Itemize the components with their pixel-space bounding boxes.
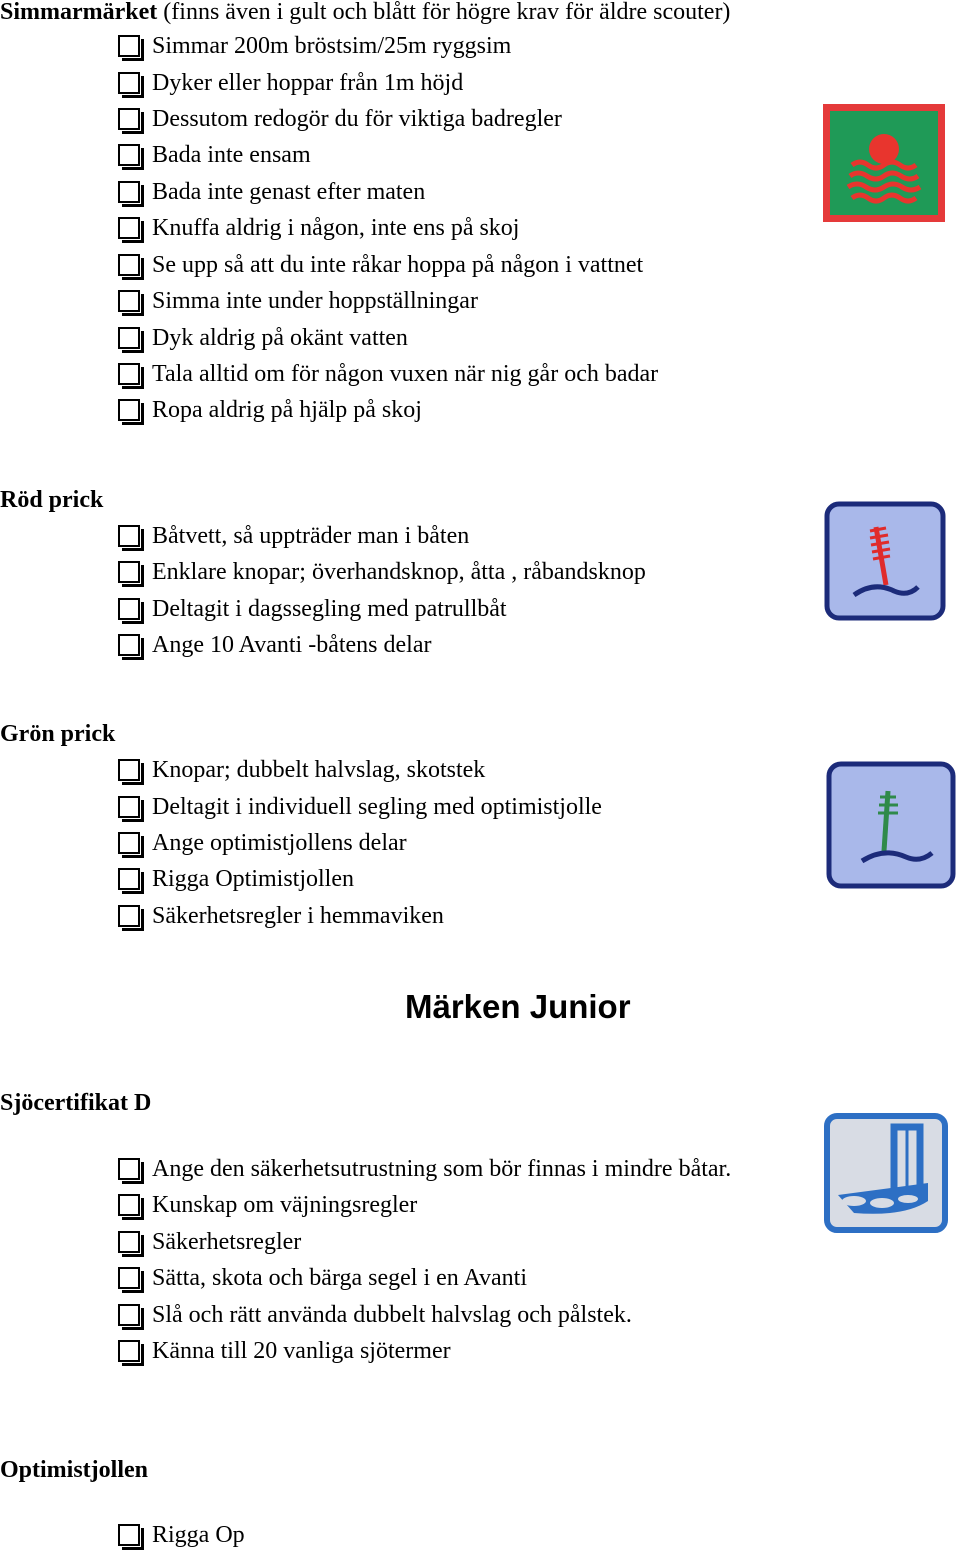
checklist-item[interactable] xyxy=(118,594,507,624)
checkbox-icon[interactable] xyxy=(118,868,140,890)
checkbox-icon[interactable] xyxy=(118,1304,140,1326)
checklist-item[interactable] xyxy=(118,140,311,170)
item-text: Tala alltid om för någon vuxen när nig går och badar xyxy=(152,360,659,387)
checkbox-icon[interactable] xyxy=(118,399,140,421)
checkbox-icon[interactable] xyxy=(118,181,140,203)
heading-bold: Röd prick xyxy=(0,487,104,513)
item-text: Känna till 20 vanliga sjötermer xyxy=(152,1337,451,1364)
checklist-item[interactable] xyxy=(118,395,422,425)
item-text: Bada inte genast efter maten xyxy=(152,178,426,205)
checklist-item[interactable] xyxy=(118,1300,632,1330)
checkbox-icon[interactable] xyxy=(118,598,140,620)
checkbox-icon[interactable] xyxy=(118,1340,140,1362)
red-boat-badge-icon xyxy=(824,501,946,621)
checkbox-icon[interactable] xyxy=(118,1267,140,1289)
green-boat-badge-icon xyxy=(826,761,956,889)
item-text: Knopar; dubbelt halvslag, skotstek xyxy=(152,756,486,783)
checkbox-icon[interactable] xyxy=(118,108,140,130)
checkbox-icon[interactable] xyxy=(118,217,140,239)
checklist-item[interactable] xyxy=(118,1190,417,1220)
checklist-item[interactable] xyxy=(118,755,485,785)
item-text: Rigga Op xyxy=(152,1521,245,1548)
checkbox-icon[interactable] xyxy=(118,634,140,656)
item-text: Båtvett, så uppträder man i båten xyxy=(152,522,470,549)
heading-bold: Grön prick xyxy=(0,721,116,747)
checklist-item[interactable] xyxy=(118,323,408,353)
item-text: Säkerhetsregler i hemmaviken xyxy=(152,902,444,929)
section-heading-rod-prick xyxy=(0,486,103,514)
checklist-item[interactable] xyxy=(118,31,511,61)
certificate-badge-icon xyxy=(824,1113,948,1233)
checkbox-icon[interactable] xyxy=(118,290,140,312)
checklist-item[interactable] xyxy=(118,901,444,931)
checklist-item[interactable] xyxy=(118,1263,527,1293)
checklist-item[interactable] xyxy=(118,213,519,243)
item-text: Ange optimistjollens delar xyxy=(152,829,407,856)
swim-badge-icon xyxy=(822,103,946,223)
checklist-item[interactable] xyxy=(118,864,354,894)
checklist-item[interactable] xyxy=(118,359,658,389)
checklist-item[interactable] xyxy=(118,1336,451,1366)
item-text: Dyk aldrig på okänt vatten xyxy=(152,324,408,351)
checklist-item[interactable] xyxy=(118,1227,301,1257)
checklist-item[interactable] xyxy=(118,68,463,98)
item-text: Simma inte under hoppställningar xyxy=(152,287,478,314)
checkbox-icon[interactable] xyxy=(118,759,140,781)
checklist-item[interactable] xyxy=(118,792,602,822)
item-text: Se upp så att du inte råkar hoppa på någon i vattnet xyxy=(152,251,644,278)
item-text: Enklare knopar; överhandsknop, åtta , råbandsknop xyxy=(152,558,646,585)
section-heading-sjocertifikat xyxy=(0,1089,151,1117)
item-text: Deltagit i individuell segling med optimistjolle xyxy=(152,793,602,820)
section-heading-gron-prick xyxy=(0,720,115,748)
checkbox-icon[interactable] xyxy=(118,1158,140,1180)
checklist-item[interactable] xyxy=(118,177,425,207)
item-text: Dessutom redogör du för viktiga badregler xyxy=(152,105,562,132)
checklist-item[interactable] xyxy=(118,286,478,316)
section-heading-simmarmarket xyxy=(0,0,730,26)
heading-bold: Optimistjollen xyxy=(0,1457,148,1483)
item-text: Deltagit i dagssegling med patrullbåt xyxy=(152,595,507,622)
item-text: Ange den säkerhetsutrustning som bör finnas i mindre båtar. xyxy=(152,1155,732,1182)
item-text: Ange 10 Avanti -båtens delar xyxy=(152,631,432,658)
heading-rest: (finns även i gult och blått för högre krav för äldre scouter) xyxy=(157,0,731,25)
checkbox-icon[interactable] xyxy=(118,254,140,276)
checkbox-icon[interactable] xyxy=(118,35,140,57)
checkbox-icon[interactable] xyxy=(118,363,140,385)
checkbox-icon[interactable] xyxy=(118,1524,140,1546)
heading-bold: Simmarmärket xyxy=(0,0,158,25)
checklist-item[interactable] xyxy=(118,250,643,280)
checklist-item[interactable] xyxy=(118,1520,245,1550)
heading-bold: Sjöcertifikat D xyxy=(0,1090,152,1116)
item-text: Rigga Optimistjollen xyxy=(152,865,354,892)
checkbox-icon[interactable] xyxy=(118,1231,140,1253)
item-text: Ropa aldrig på hjälp på skoj xyxy=(152,396,422,423)
item-text: Dyker eller hoppar från 1m höjd xyxy=(152,69,464,96)
checkbox-icon[interactable] xyxy=(118,1194,140,1216)
checklist-item[interactable] xyxy=(118,828,407,858)
checkbox-icon[interactable] xyxy=(118,796,140,818)
section-heading-optimistjollen xyxy=(0,1456,148,1484)
checkbox-icon[interactable] xyxy=(118,561,140,583)
checklist-item[interactable] xyxy=(118,104,562,134)
item-text: Bada inte ensam xyxy=(152,141,311,168)
item-text: Slå och rätt använda dubbelt halvslag och pålstek. xyxy=(152,1301,632,1328)
checklist-item[interactable] xyxy=(118,1154,731,1184)
checklist-item[interactable] xyxy=(118,630,431,660)
item-text: Säkerhetsregler xyxy=(152,1228,302,1255)
checkbox-icon[interactable] xyxy=(118,525,140,547)
item-text: Simmar 200m bröstsim/25m ryggsim xyxy=(152,32,512,59)
checkbox-icon[interactable] xyxy=(118,327,140,349)
item-text: Sätta, skota och bärga segel i en Avanti xyxy=(152,1264,528,1291)
checkbox-icon[interactable] xyxy=(118,72,140,94)
checklist-item[interactable] xyxy=(118,521,469,551)
checkbox-icon[interactable] xyxy=(118,832,140,854)
checkbox-icon[interactable] xyxy=(118,905,140,927)
item-text: Knuffa aldrig i någon, inte ens på skoj xyxy=(152,214,520,241)
checklist-item[interactable] xyxy=(118,557,646,587)
page-title: Märken Junior xyxy=(405,988,631,1025)
checkbox-icon[interactable] xyxy=(118,144,140,166)
item-text: Kunskap om väjningsregler xyxy=(152,1191,418,1218)
